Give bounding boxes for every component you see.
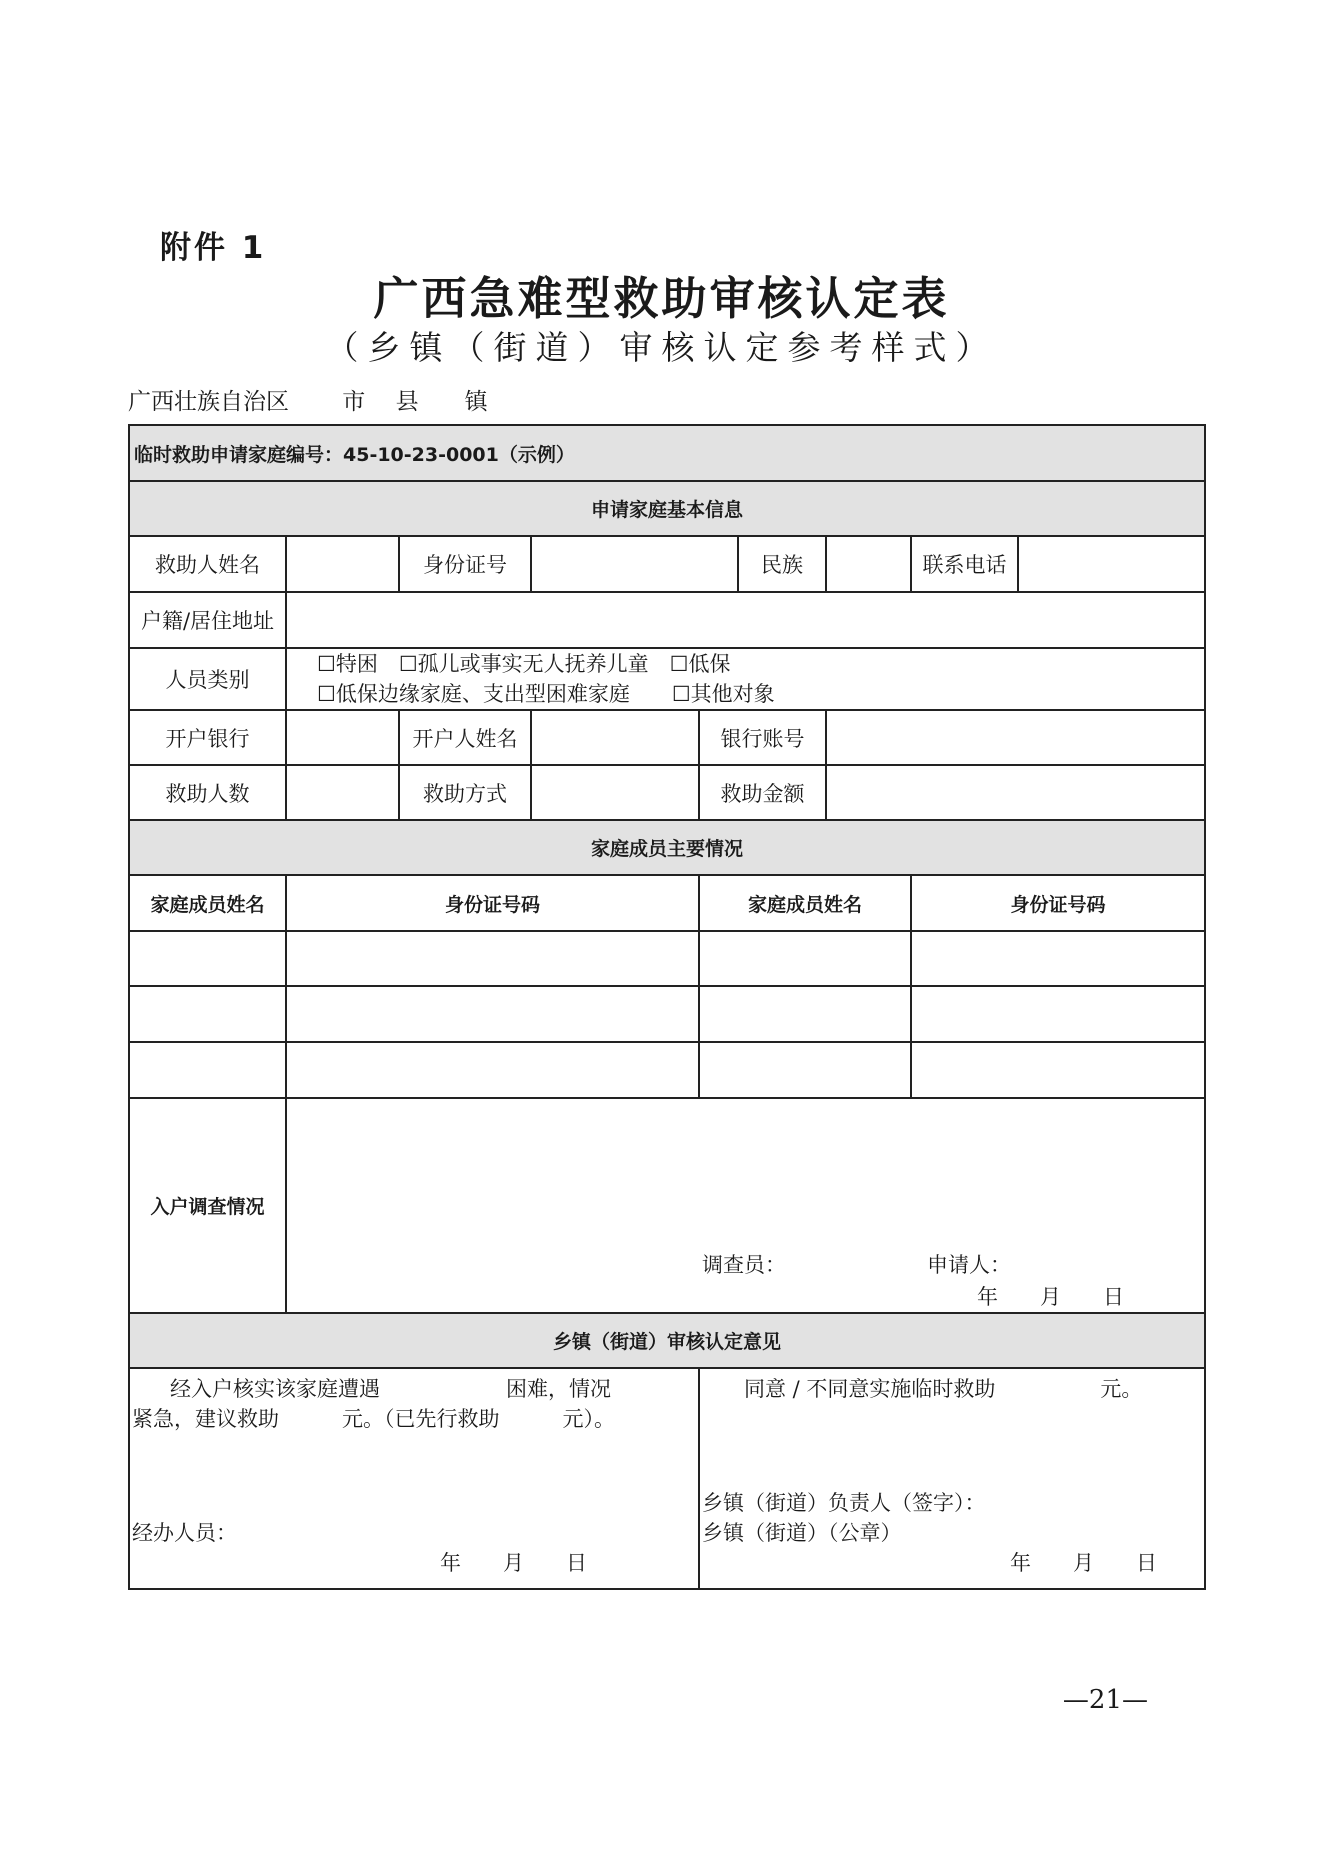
region-line: 广西壮族自治区 市 县 镇	[128, 389, 488, 415]
label-applicant-name: 救助人姓名	[129, 536, 286, 592]
family-cell[interactable]	[699, 986, 911, 1042]
family-cell[interactable]	[699, 1042, 911, 1098]
page-number: —21—	[1062, 1685, 1148, 1715]
opinion-right[interactable]	[699, 1368, 1205, 1589]
category-line-2[interactable]: ☐低保边缘家庭、支出型困难家庭 ☐其他对象	[317, 682, 775, 706]
opinion-left-handler: 经办人员：	[132, 1521, 237, 1545]
field-bank[interactable]	[286, 710, 399, 765]
opinion-right-date: 年 月 日	[1010, 1551, 1157, 1575]
label-account-name: 开户人姓名	[399, 710, 531, 765]
family-row	[129, 931, 1205, 986]
label-bank: 开户银行	[129, 710, 286, 765]
opinion-right-head: 乡镇（街道）负责人（签字）：	[702, 1491, 986, 1515]
survey-applicant: 申请人：	[927, 1253, 1011, 1277]
field-count[interactable]	[286, 765, 399, 820]
field-id-number[interactable]	[531, 536, 738, 592]
label-phone: 联系电话	[912, 537, 1018, 591]
field-method[interactable]	[531, 765, 699, 820]
opinion-left-date: 年 月 日	[440, 1551, 587, 1575]
family-cell[interactable]	[129, 931, 286, 986]
family-col-name-2: 家庭成员姓名	[699, 875, 911, 931]
opinion-left-line2: 紧急，建议救助 元。（已先行救助 元）。	[132, 1407, 615, 1431]
family-row	[129, 1042, 1205, 1098]
field-address[interactable]	[286, 592, 1205, 648]
page-subtitle: （乡镇（街道）审核认定参考样式）	[325, 328, 998, 367]
label-category: 人员类别	[129, 648, 286, 710]
section-basic-info: 申请家庭基本信息	[129, 481, 1205, 536]
family-cell[interactable]	[911, 1042, 1205, 1098]
family-cell[interactable]	[911, 986, 1205, 1042]
family-row	[129, 986, 1205, 1042]
field-amount[interactable]	[826, 765, 1205, 820]
label-survey: 入户调查情况	[129, 1098, 286, 1313]
case-number: 临时救助申请家庭编号：45-10-23-0001（示例）	[129, 425, 1205, 481]
family-col-id-1: 身份证号码	[286, 875, 699, 931]
section-family-members: 家庭成员主要情况	[129, 820, 1205, 875]
field-survey[interactable]	[286, 1098, 1205, 1313]
field-account-name[interactable]	[531, 710, 699, 765]
opinion-left[interactable]	[129, 1368, 699, 1589]
survey-investigator: 调查员：	[702, 1253, 786, 1277]
label-method: 救助方式	[399, 765, 531, 820]
label-count: 救助人数	[129, 765, 286, 820]
label-address: 户籍/居住地址	[129, 592, 286, 648]
opinion-left-line1: 经入户核实该家庭遭遇 困难，情况	[170, 1377, 611, 1401]
page-title: 广西急难型救助审核认定表	[373, 272, 950, 325]
family-cell[interactable]	[286, 931, 699, 986]
family-cell[interactable]	[911, 931, 1205, 986]
field-ethnicity[interactable]	[826, 536, 911, 592]
family-cell[interactable]	[699, 931, 911, 986]
family-cell[interactable]	[286, 1042, 699, 1098]
category-line-1[interactable]: ☐特困 ☐孤儿或事实无人抚养儿童 ☐低保	[317, 652, 731, 676]
family-cell[interactable]	[129, 1042, 286, 1098]
family-col-id-2: 身份证号码	[911, 875, 1205, 931]
assistance-form-table	[128, 424, 1206, 1590]
attachment-label: 附件 1	[160, 230, 267, 266]
survey-date: 年 月 日	[977, 1285, 1124, 1309]
label-amount: 救助金额	[699, 765, 826, 820]
family-cell[interactable]	[286, 986, 699, 1042]
category-options[interactable]	[286, 648, 1205, 710]
family-cell[interactable]	[129, 986, 286, 1042]
section-opinion: 乡镇（街道）审核认定意见	[129, 1313, 1205, 1368]
field-phone[interactable]	[1018, 537, 1204, 591]
label-account-number: 银行账号	[699, 710, 826, 765]
opinion-right-seal: 乡镇（街道）（公章）	[702, 1521, 902, 1545]
label-ethnicity: 民族	[738, 536, 826, 592]
label-id-number: 身份证号	[399, 536, 531, 592]
opinion-right-line1: 同意 / 不同意实施临时救助 元。	[744, 1377, 1143, 1401]
field-account-number[interactable]	[826, 710, 1205, 765]
field-applicant-name[interactable]	[286, 536, 399, 592]
family-col-name-1: 家庭成员姓名	[129, 875, 286, 931]
